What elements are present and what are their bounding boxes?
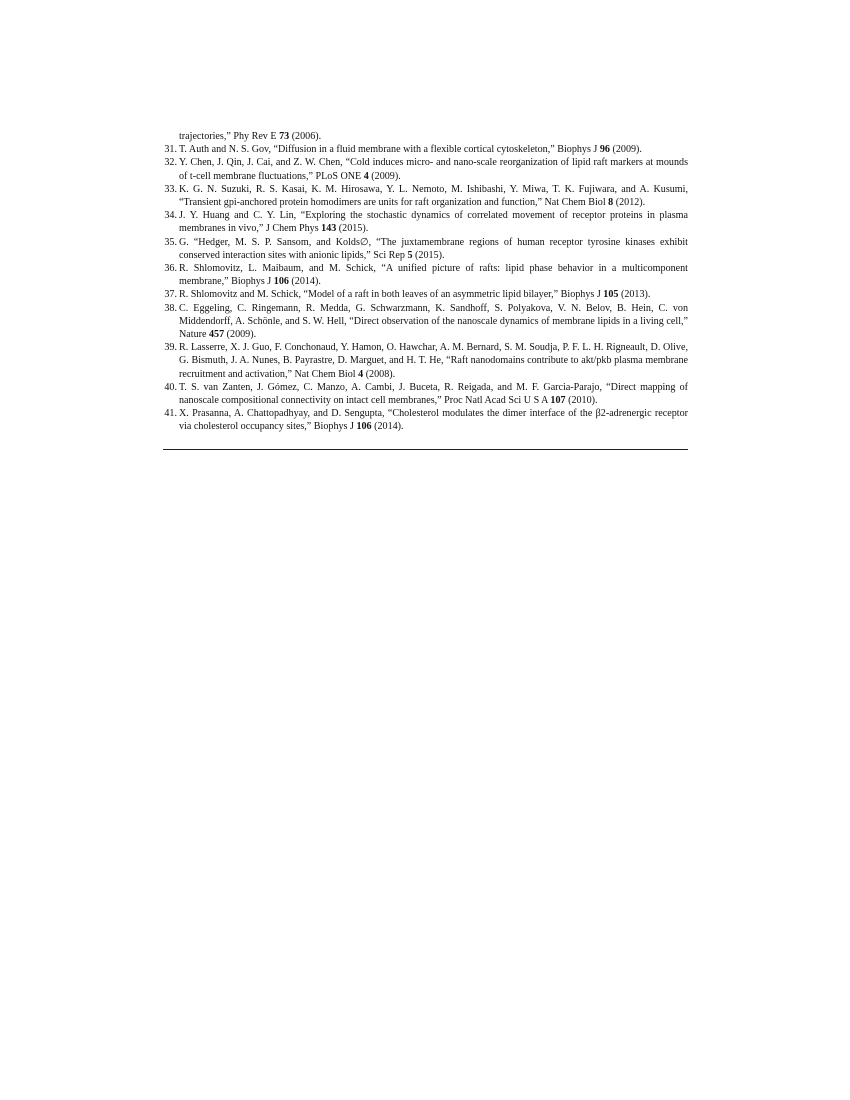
section-divider [163, 449, 688, 450]
reference-number: 40. [164, 381, 177, 393]
reference-text: X. Prasanna, A. Chattopadhyay, and D. Sengupta, “Cholesterol modulates the dimer interface of the β2-adrenergic receptor via cholesterol occupancy sites,” Biophys J 106 (2014). [179, 408, 688, 433]
reference-number: 41. [164, 408, 177, 420]
reference-number: 34. [164, 210, 177, 222]
reference-text: T. Auth and N. S. Gov, “Diffusion in a fluid membrane with a flexible cortical cytoskeleton,” Biophys J 96 (2009). [179, 144, 642, 156]
reference-number: 32. [164, 157, 177, 169]
reference-text: R. Lasserre, X. J. Guo, F. Conchonaud, Y. Hamon, O. Hawchar, A. M. Bernard, S. M. Soudja, P. F. L. H. Rigneault, D. Olive, G. Bismuth, J. A. Nunes, B. Payrastre, D. Marguet, and H. T. He, “Raft nanodomains contribute to akt/pkb plasma membrane recruitment and activation,” Nat Chem Biol 4 (2008). [179, 342, 688, 380]
reference-number: 38. [164, 302, 177, 314]
reference-list [163, 130, 688, 434]
reference-item [163, 341, 688, 381]
reference-text: G. “Hedger, M. S. P. Sansom, and Kolds∅, “The juxtamembrane regions of human receptor tyrosine kinases exhibit conserved interaction sites with anionic lipids,” Sci Rep 5 (2015). [179, 236, 688, 261]
reference-item [163, 407, 688, 433]
reference-item [163, 183, 688, 209]
reference-number: 37. [164, 289, 177, 301]
reference-text: R. Shlomovitz and M. Schick, “Model of a raft in both leaves of an asymmetric lipid bilayer,” Biophys J 105 (2013). [179, 289, 651, 301]
reference-item [163, 130, 688, 143]
reference-item [163, 143, 688, 156]
reference-item [163, 381, 688, 407]
reference-item [163, 209, 688, 235]
reference-item [163, 288, 688, 301]
reference-number: 33. [164, 183, 177, 195]
reference-number: 31. [164, 144, 177, 156]
reference-text: K. G. N. Suzuki, R. S. Kasai, K. M. Hirosawa, Y. L. Nemoto, M. Ishibashi, Y. Miwa, T. K. Fujiwara, and A. Kusumi, “Transient gpi-anchored protein homodimers are units for raft organization and function,” Nat Chem Biol 8 (2012). [179, 183, 688, 209]
reference-text: trajectories,” Phy Rev E 73 (2006). [179, 131, 322, 142]
reference-text: T. S. van Zanten, J. Gómez, C. Manzo, A. Cambi, J. Buceta, R. Reigada, and M. F. Garcia-Parajo, “Direct mapping of nanoscale compositional connectivity on intact cell membranes,” Proc Natl Acad Sci U S A 107 (2010). [179, 381, 688, 407]
reference-item [163, 302, 688, 342]
reference-item [163, 156, 688, 182]
reference-number: 39. [164, 342, 177, 354]
reference-text: Y. Chen, J. Qin, J. Cai, and Z. W. Chen, “Cold induces micro- and nano-scale reorganization of lipid raft markers at mounds of t-cell membrane fluctuations,” PLoS ONE 4 (2009). [179, 157, 688, 182]
reference-number: 35. [164, 236, 177, 248]
reference-item [163, 236, 688, 262]
reference-text: C. Eggeling, C. Ringemann, R. Medda, G. Schwarzmann, K. Sandhoff, S. Polyakova, V. N. Belov, B. Hein, C. von Middendorff, A. Schönle, and S. W. Hell, “Direct observation of the nanoscale dynamics of membrane lipids in a living cell,” Nature 457 (2009). [179, 302, 688, 341]
reference-text: R. Shlomovitz, L. Maibaum, and M. Schick, “A unified picture of rafts: lipid phase behavior in a multicomponent membrane,” Biophys J 106 (2014). [179, 263, 688, 288]
reference-text: J. Y. Huang and C. Y. Lin, “Exploring the stochastic dynamics of correlated movement of receptor proteins in plasma membranes in vivo,” J Chem Phys 143 (2015). [179, 210, 688, 235]
reference-number: 36. [164, 263, 177, 275]
reference-item [163, 262, 688, 288]
